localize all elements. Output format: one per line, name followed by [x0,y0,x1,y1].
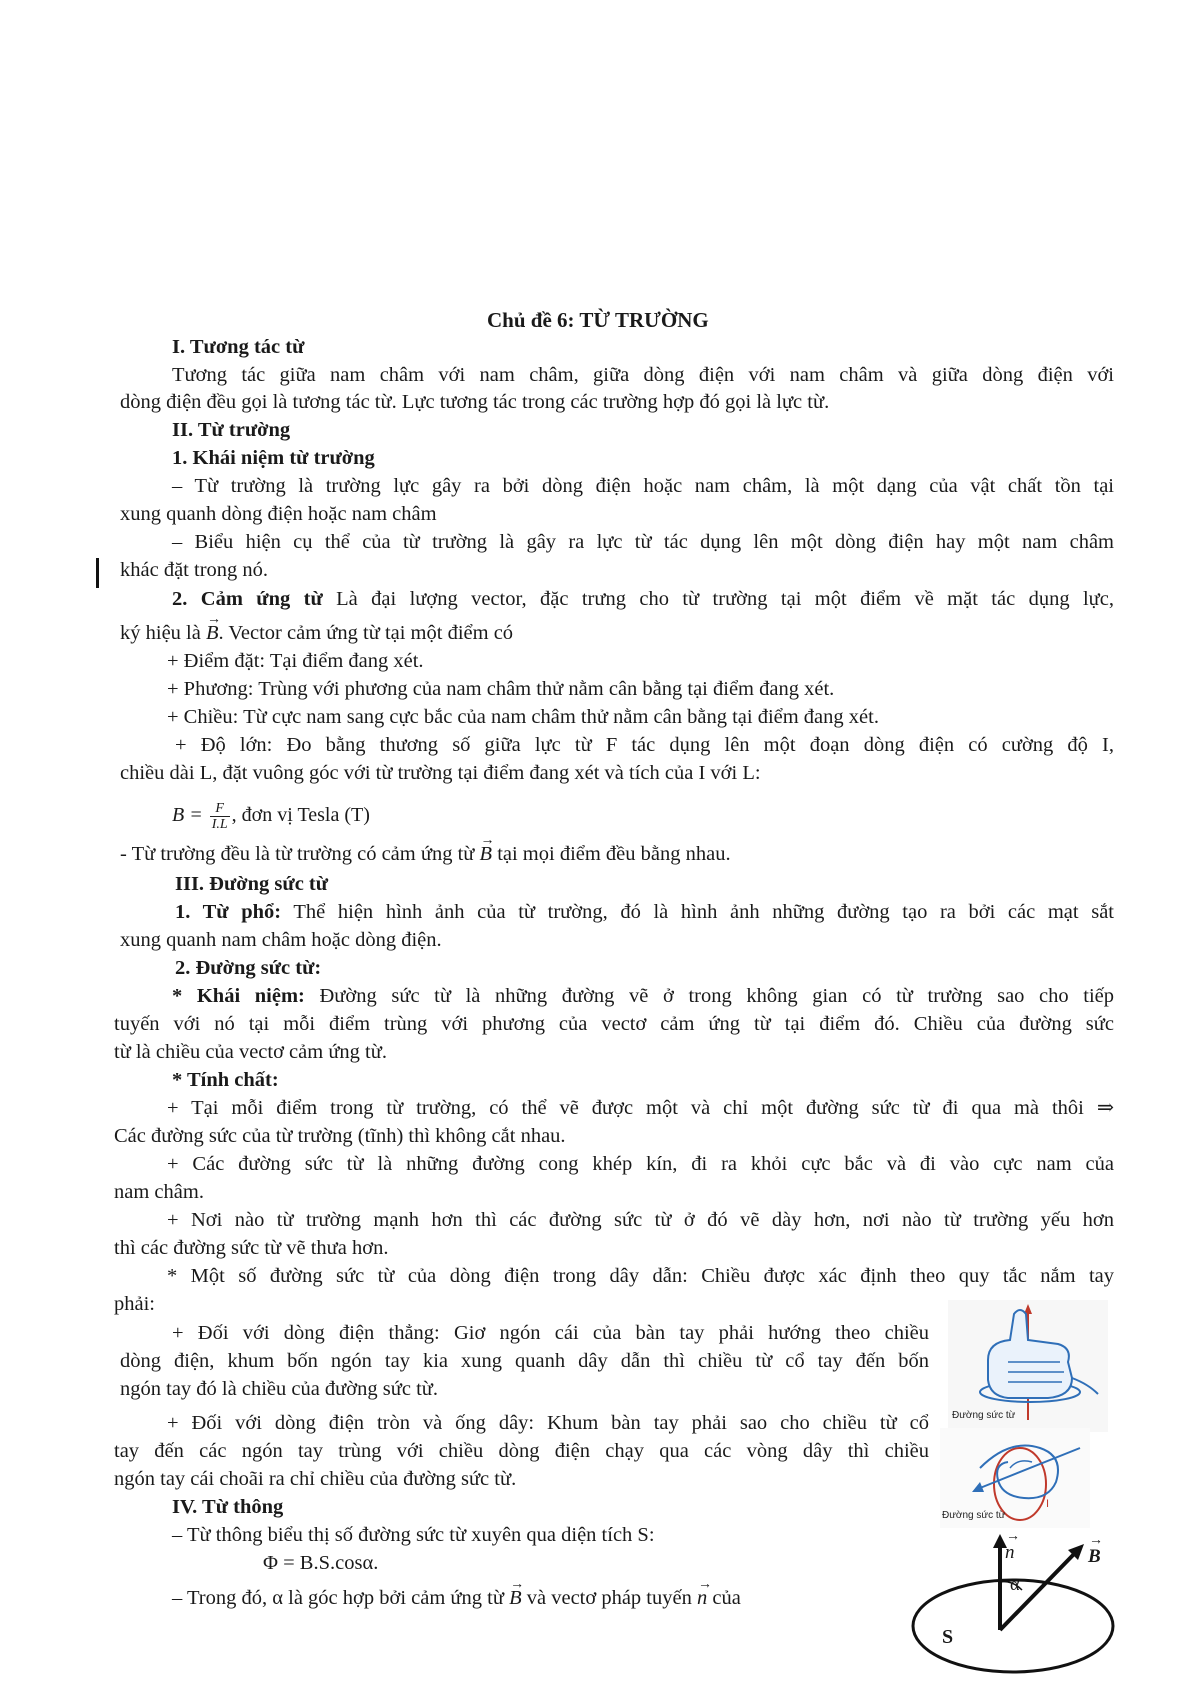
list-item: + Chiều: Từ cực nam sang cực bắc của nam châm thử nằm cân bằng tại điểm đang xét. [167,706,879,728]
page-title: Chủ đề 6: TỪ TRƯỜNG [487,308,709,332]
vector-b-symbol: → B [509,1585,522,1611]
section-1-heading: I. Tương tác từ [172,336,305,358]
angle-alpha-label: α [1010,1574,1020,1594]
paragraph-line: – Từ trường là trường lực gây ra bởi dòng điện hoặc nam châm, là một dạng của vật chất tồn tại [172,475,1114,497]
current-label: I [1046,1498,1050,1510]
paragraph-line: ngón tay đó là chiều của đường sức từ. [120,1378,439,1400]
paragraph-line: – Từ thông biểu thị số đường sức từ xuyên qua diện tích S: [172,1524,655,1546]
figure-label: Đường sức từ [952,1410,1016,1421]
paragraph-line: thì các đường sức từ vẽ thưa hơn. [114,1237,389,1259]
list-item: + Điểm đặt: Tại điểm đang xét. [167,650,424,672]
vector-n-symbol: → n [697,1585,707,1611]
paragraph-line: chiều dài L, đặt vuông góc với từ trường tại điểm đang xét và tích của I với L: [120,762,761,784]
list-item: + Độ lớn: Đo bằng thương số giữa lực từ F tác dụng lên một đoạn dòng điện có cường độ I, [175,734,1114,756]
section-3-heading: III. Đường sức từ [175,873,329,895]
vector-b-label: → B [1088,1546,1101,1568]
paragraph-line: Tương tác giữa nam châm với nam châm, giữa dòng điện với nam châm và giữa dòng điện với [172,364,1114,386]
paragraph-line: tuyến với nó tại mỗi điểm trùng với phương của vectơ cảm ứng từ tại điểm đó. Chiều của đường sức [114,1013,1114,1035]
section-2-heading: II. Từ trường [172,419,291,441]
paragraph-line: 2. Cảm ứng từ Là đại lượng vector, đặc trưng cho từ trường tại một điểm về mặt tác dụng lực, [172,588,1114,610]
paragraph-line: dòng điện, khum bốn ngón tay kia xung quanh dây dẫn thì chiều từ cổ tay đến bốn [120,1350,929,1372]
paragraph-line: dòng điện đều gọi là tương tác từ. Lực tương tác trong các trường hợp đó gọi là lực từ. [120,391,830,413]
list-item: + Các đường sức từ là những đường cong khép kín, đi ra khỏi cực bắc và đi vào cực nam của [167,1153,1114,1175]
paragraph-line: - Từ trường đều là từ trường có cảm ứng từ → B tại mọi điểm đều bằng nhau. [120,841,731,867]
vector-n-label: → n [1005,1542,1015,1564]
subsection-heading: 2. Đường sức từ: [175,957,322,979]
flux-diagram [900,1524,1130,1696]
list-item: + Nơi nào từ trường mạnh hơn thì các đường sức từ ở đó vẽ dày hơn, nơi nào từ trường yếu hơn [167,1209,1114,1231]
fraction: $\frac{F}{I.L}$ [211,800,228,832]
paragraph-line: * Khái niệm: Đường sức từ là những đường vẽ ở trong không gian có từ trường sao cho tiếp [172,985,1114,1007]
list-item: + Phương: Trùng với phương của nam châm thử nằm cân bằng tại điểm đang xét. [167,678,835,700]
section-4-heading: IV. Từ thông [172,1496,284,1518]
paragraph-line: xung quanh nam châm hoặc dòng điện. [120,929,442,951]
figure-label: Đường sức từ [942,1510,1006,1521]
right-hand-straight-wire-figure [948,1300,1108,1432]
paragraph-line: * Một số đường sức từ của dòng điện trong dây dẫn: Chiều được xác định theo quy tắc nắm tay [167,1265,1114,1287]
paragraph-line: ngón tay cái choãi ra chỉ chiều của đường sức từ. [114,1468,517,1490]
paragraph-line: 1. Từ phổ: Thể hiện hình ảnh của từ trường, đó là hình ảnh những đường tạo ra bởi các mạt sắt [175,901,1114,923]
paragraph-line: từ là chiều của vectơ cảm ứng từ. [114,1041,387,1063]
vector-b-symbol: → B [206,620,219,646]
surface-s-label: S [942,1626,954,1648]
list-item: + Tại mỗi điểm trong từ trường, có thể vẽ được một và chỉ một đường sức từ đi qua mà thôi ⇒ [167,1097,1114,1119]
paragraph-line: khác đặt trong nó. [120,559,269,581]
vector-b-symbol: → B [480,841,493,867]
paragraph-line: nam châm. [114,1181,204,1203]
right-hand-loop-figure [940,1428,1090,1528]
paragraph-line: xung quanh dòng điện hoặc nam châm [120,503,437,525]
paragraph-line: ký hiệu là → B. Vector cảm ứng từ tại một điểm có [120,620,513,646]
list-item: + Đối với dòng điện thẳng: Giơ ngón cái của bàn tay phải hướng theo chiều [172,1322,929,1344]
paragraph-line: – Biểu hiện cụ thể của từ trường là gây ra lực từ tác dụng lên một dòng điện hay một nam châm [172,531,1114,553]
paragraph-line: – Trong đó, α là góc hợp bởi cảm ứng từ → B và vectơ pháp tuyến → n của [172,1585,741,1611]
paragraph-line: Các đường sức của từ trường (tĩnh) thì không cắt nhau. [114,1125,566,1147]
formula-b: B = $\frac{F}{I.L}$ , đơn vị Tesla (T) [172,800,370,832]
subsection-heading: 1. Khái niệm từ trường [172,447,375,469]
paragraph-line: phải: [114,1293,155,1315]
subsection-heading: * Tính chất: [172,1069,279,1091]
list-item: + Đối với dòng điện tròn và ống dây: Khum bàn tay phải sao cho chiều từ cổ [167,1412,929,1434]
text-cursor [96,558,99,588]
paragraph-line: tay đến các ngón tay trùng với chiều dòng điện chạy qua các vòng dây thì chiều [114,1440,929,1462]
flux-formula: Φ = B.S.cosα. [263,1552,379,1574]
